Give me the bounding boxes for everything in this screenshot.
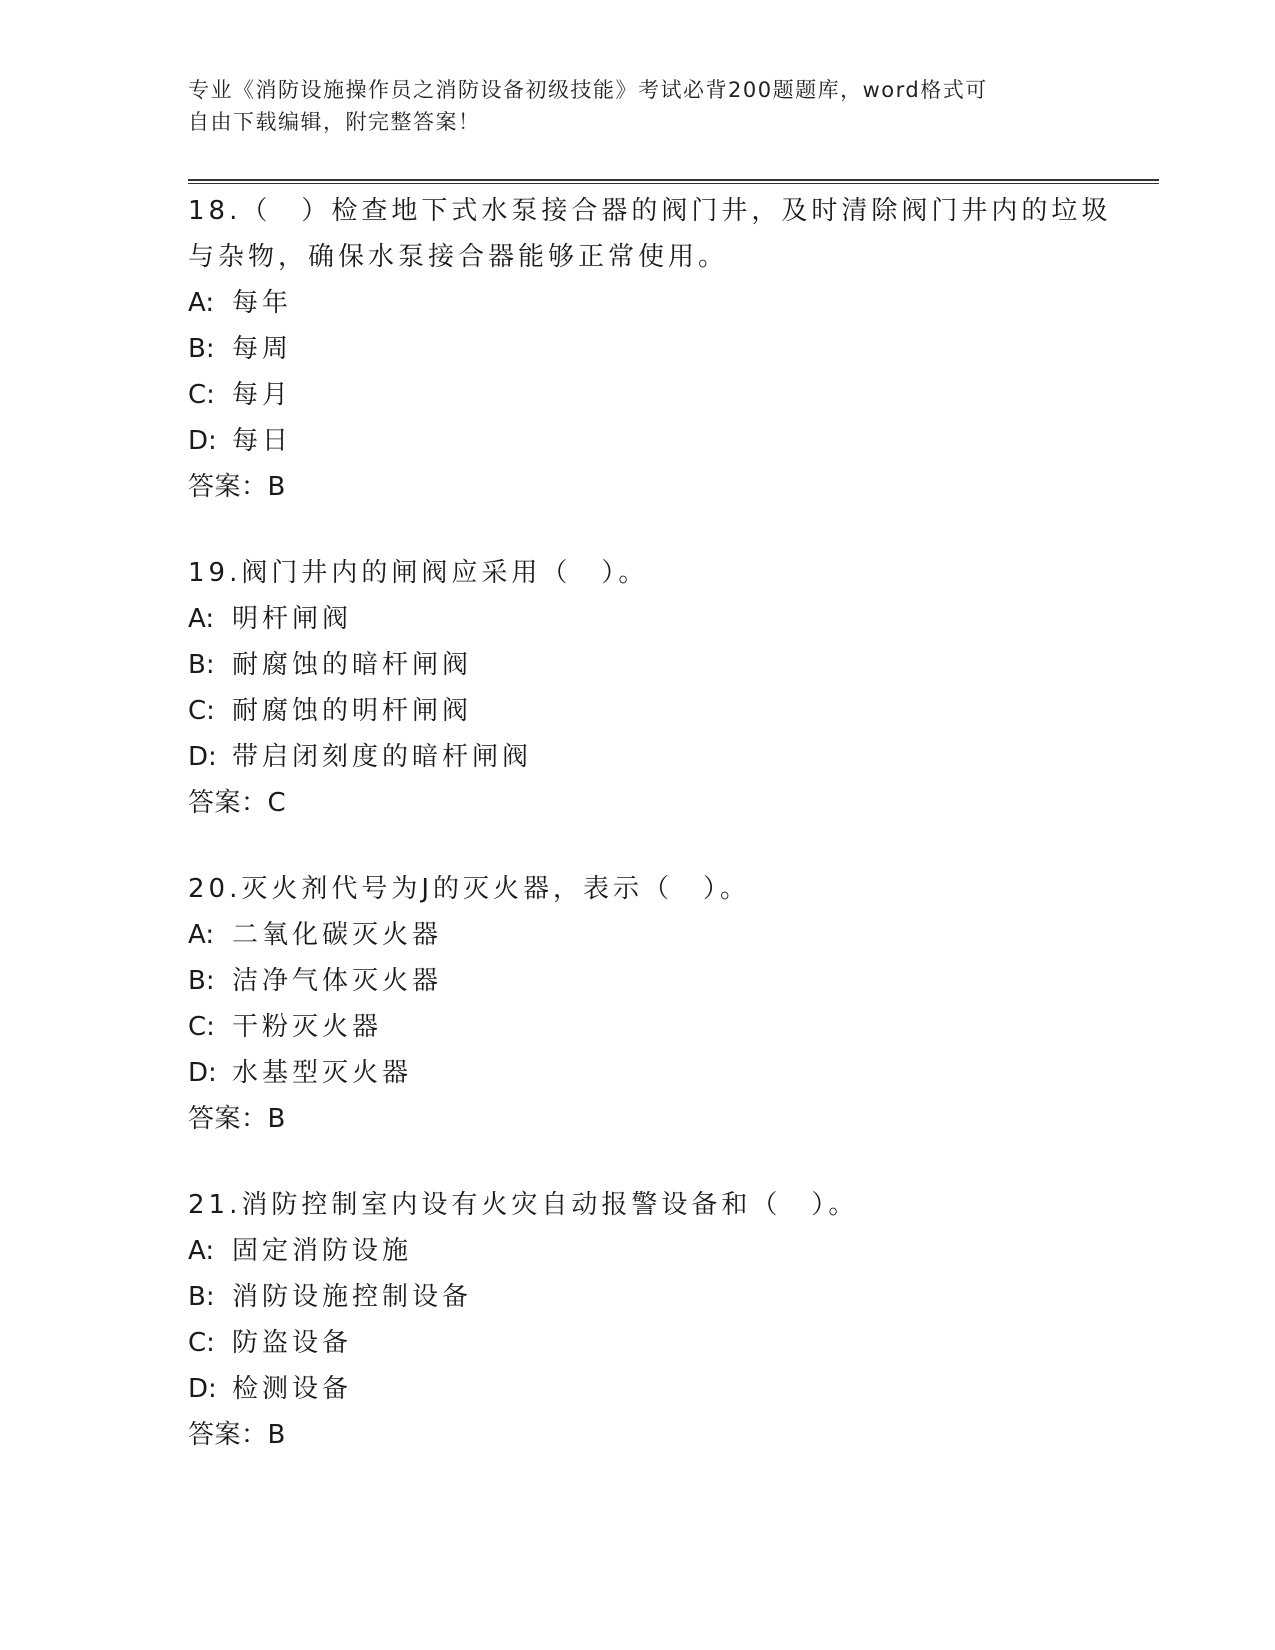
answer-line: 答案：B: [188, 1104, 286, 1134]
option-d: [188, 418, 1148, 464]
header-line-2: 自由下载编辑，附完整答案！: [188, 110, 481, 134]
option-text: 带启闭刻度的暗杆闸阀: [232, 742, 533, 772]
option-text: 检测设备: [232, 1374, 353, 1404]
option-letter: C:: [188, 696, 215, 726]
option-letter: A:: [188, 1236, 215, 1266]
option-b: [188, 958, 1148, 1004]
option-letter: B:: [188, 1282, 215, 1312]
option-letter: C:: [188, 380, 215, 410]
question-stem-line-2: 与杂物，确保水泵接合器能够正常使用。: [188, 242, 729, 272]
option-d: [188, 734, 1148, 780]
option-text: 二氧化碳灭火器: [232, 920, 443, 950]
header-divider: [188, 179, 1159, 184]
question-stem-line-1: 18.（ ）检查地下式水泵接合器的阀门井，及时清除阀门井内的垃圾: [188, 196, 1112, 226]
option-letter: A:: [188, 920, 215, 950]
question-stem: [188, 866, 1148, 912]
option-letter: B:: [188, 334, 215, 364]
question-21: [188, 1182, 1148, 1458]
option-b: [188, 1274, 1148, 1320]
question-stem-line-1: 20.灭火剂代号为J的灭火器，表示（ ）。: [188, 874, 751, 904]
option-letter: D:: [188, 742, 217, 772]
option-letter: A:: [188, 288, 215, 318]
option-text: 耐腐蚀的明杆闸阀: [232, 696, 473, 726]
question-stem: [188, 1182, 1148, 1228]
header-line-1: 专业《消防设施操作员之消防设备初级技能》考试必背200题题库，word格式可: [188, 78, 988, 102]
option-b: [188, 642, 1148, 688]
option-letter: D:: [188, 1058, 217, 1088]
option-text: 每周: [232, 334, 293, 364]
option-text: 洁净气体灭火器: [232, 966, 443, 996]
option-text: 水基型灭火器: [232, 1058, 413, 1088]
option-text: 固定消防设施: [232, 1236, 413, 1266]
question-18: [188, 188, 1148, 510]
option-letter: B:: [188, 966, 215, 996]
question-19: [188, 550, 1148, 826]
option-d: [188, 1050, 1148, 1096]
answer-line: 答案：C: [188, 788, 287, 818]
option-text: 明杆闸阀: [232, 604, 353, 634]
option-text: 每年: [232, 288, 293, 318]
answer-line: 答案：B: [188, 472, 286, 502]
option-text: 每日: [232, 426, 293, 456]
option-text: 每月: [232, 380, 293, 410]
option-letter: D:: [188, 1374, 217, 1404]
question-stem-line-1: 19.阀门井内的闸阀应采用（ ）。: [188, 558, 649, 588]
option-letter: B:: [188, 650, 215, 680]
option-text: 耐腐蚀的暗杆闸阀: [232, 650, 473, 680]
question-stem-line-1: 21.消防控制室内设有火灾自动报警设备和（ ）。: [188, 1190, 859, 1220]
option-letter: C:: [188, 1012, 215, 1042]
option-a: [188, 596, 1148, 642]
option-c: [188, 688, 1148, 734]
option-text: 防盗设备: [232, 1328, 353, 1358]
option-c: [188, 1004, 1148, 1050]
option-b: [188, 326, 1148, 372]
option-a: [188, 912, 1148, 958]
option-letter: A:: [188, 604, 215, 634]
option-a: [188, 1228, 1148, 1274]
option-d: [188, 1366, 1148, 1412]
question-stem: [188, 550, 1148, 596]
option-c: [188, 1320, 1148, 1366]
option-text: 消防设施控制设备: [232, 1282, 473, 1312]
question-stem: [188, 188, 1148, 280]
question-20: [188, 866, 1148, 1142]
answer-line: 答案：B: [188, 1420, 286, 1450]
option-text: 干粉灭火器: [232, 1012, 383, 1042]
option-c: [188, 372, 1148, 418]
document-header: [188, 74, 1088, 138]
option-a: [188, 280, 1148, 326]
option-letter: C:: [188, 1328, 215, 1358]
option-letter: D:: [188, 426, 217, 456]
question-list: [188, 188, 1148, 1498]
